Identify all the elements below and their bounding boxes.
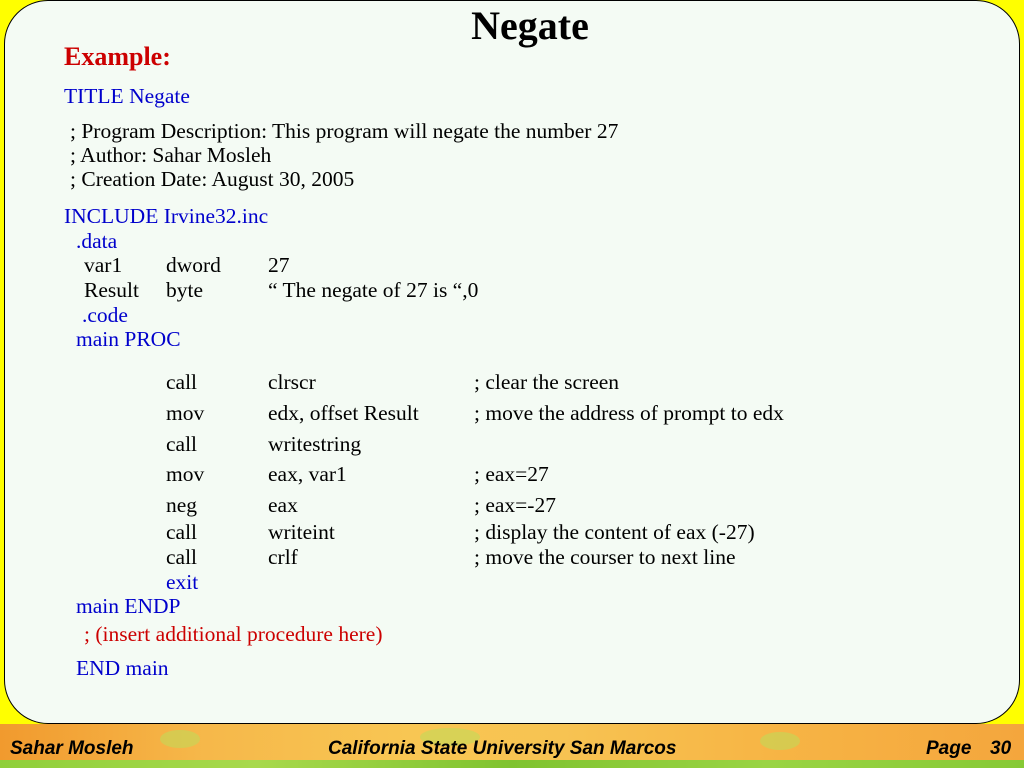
instruction-arg: crlf: [268, 545, 298, 569]
comment-line: ; Creation Date: August 30, 2005: [70, 167, 355, 191]
instruction-arg: clrscr: [268, 370, 316, 394]
instruction-comment: ; move the address of prompt to edx: [474, 401, 784, 425]
instruction-op: mov: [166, 401, 205, 425]
instruction-comment: ; clear the screen: [474, 370, 620, 394]
instruction-op: call: [166, 520, 198, 544]
instruction-op: call: [166, 370, 198, 394]
instruction-op: neg: [166, 493, 198, 517]
instruction-op: mov: [166, 462, 205, 486]
code-directive: .code: [82, 303, 128, 327]
comment-line: ; Program Description: This program will negate the number 27: [70, 119, 619, 143]
data-type: dword: [166, 253, 221, 277]
footer-page-label: Page: [926, 738, 972, 759]
leaf-decoration: [760, 732, 800, 750]
include-directive: INCLUDE Irvine32.inc: [64, 204, 269, 228]
instruction-arg: edx, offset Result: [268, 401, 419, 425]
instruction-arg: writestring: [268, 432, 362, 456]
footer-author: Sahar Mosleh: [10, 738, 134, 759]
comment-line: ; Author: Sahar Mosleh: [70, 143, 272, 167]
instruction-op: call: [166, 432, 198, 456]
slide-title: Negate: [471, 3, 589, 48]
data-name: var1: [84, 253, 123, 277]
instruction-arg: eax, var1: [268, 462, 347, 486]
data-directive: .data: [76, 229, 118, 253]
main-endp: main ENDP: [76, 594, 181, 618]
leaf-decoration: [160, 730, 200, 748]
instruction-op: call: [166, 545, 198, 569]
data-value: “ The negate of 27 is “,0: [268, 278, 479, 302]
footer-page-number: 30: [990, 738, 1012, 759]
main-proc: main PROC: [76, 327, 181, 351]
instruction-comment: ; eax=-27: [474, 493, 556, 517]
exit-line: exit: [166, 570, 199, 594]
data-name: Result: [84, 278, 139, 302]
instruction-comment: ; eax=27: [474, 462, 549, 486]
example-label: Example:: [64, 42, 171, 71]
instruction-comment: ; display the content of eax (-27): [474, 520, 755, 544]
instruction-arg: eax: [268, 493, 298, 517]
footer-university: California State University San Marcos: [328, 738, 677, 759]
title-directive: TITLE Negate: [64, 84, 190, 108]
insert-procedure-comment: ; (insert additional procedure here): [84, 622, 383, 646]
data-value: 27: [268, 253, 290, 277]
end-main: END main: [76, 656, 169, 680]
instruction-comment: ; move the courser to next line: [474, 545, 736, 569]
footer-stripe: [0, 760, 1024, 768]
data-type: byte: [166, 278, 204, 302]
instruction-arg: writeint: [268, 520, 335, 544]
